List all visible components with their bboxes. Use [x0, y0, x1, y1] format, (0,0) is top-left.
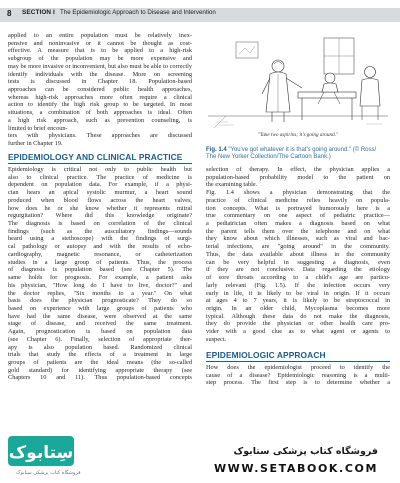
text-line: vider with a good clue as to what agent or agents to — [206, 328, 390, 336]
text-line: step process. The first step is to determine whether a — [206, 379, 390, 387]
text-line: practice of clinical medicine relies heavily on popula- — [206, 196, 390, 204]
text-line: same holds for prognosis. For example, a patient asks — [8, 274, 192, 282]
text-line: have had the same disease, were observed at the same — [8, 312, 192, 320]
text-line: cardiography, magnetic resonance, or catheterization — [8, 250, 192, 258]
text-line: population-based probability model to the patient on — [206, 173, 390, 181]
left-intro-paragraph — [8, 32, 192, 148]
shop-url: WWW.SETABOOK.COM — [213, 462, 378, 475]
text-line: suspect. — [206, 335, 227, 343]
text-line: groups of patients are the ideal means (the so-called — [8, 358, 192, 366]
text-line: stage of disease, and received the same treatment. — [8, 320, 192, 328]
text-line: The diagnosis is based on correlation of the clinical — [8, 220, 192, 228]
text-line: applied to an entire population must be relatively inex- — [8, 32, 192, 39]
text-line: whereas high-risk approaches more often require a clinical — [8, 93, 192, 101]
text-line: the parent tells them over the telephone and on what — [206, 227, 390, 235]
text-line: typical. Although these data do not make the diagnosis, — [206, 312, 390, 320]
caption-text-1: "You've got whatever it is that's going around." (© Ross/ — [228, 147, 377, 153]
text-line: true commentary on one aspect of pediatric practice— — [206, 212, 390, 220]
text-line: Fig. 1.4 shows a physician demonstrating that the — [206, 189, 390, 197]
text-line: limited to brief encoun- — [8, 124, 68, 132]
caption-line-1 — [206, 147, 390, 154]
text-line: of diagnosis is population based (see Chapter 5). The — [8, 266, 192, 274]
text-line: if they are not conclusive. Data regarding the etiology — [206, 266, 390, 274]
text-line: may be more invasive or inconvenient, but also must be able to correctly — [8, 62, 192, 70]
text-line: identify individuals with the disease. More on screening — [8, 70, 192, 78]
cartoon-quote: "Take two aspirins; it's going around." — [257, 132, 339, 138]
text-line: tion concepts. What is portrayed humorously here is a — [206, 204, 390, 212]
page-number: 8 — [7, 9, 12, 18]
text-line: basis does the physician prognosticate? They do so — [8, 297, 192, 305]
right-approach-paragraph — [206, 364, 390, 387]
section-title: The Epidemiologic Approach to Disease and Intervention — [60, 9, 216, 17]
text-line: further in Chapter 19. — [8, 140, 63, 148]
text-line: cian hears an apical systolic murmur, a heart sound — [8, 189, 192, 197]
text-line: the examining table. — [206, 181, 258, 189]
text-line: ters with physicians. These approaches are discussed — [8, 132, 192, 140]
logo-text: سِتابوک — [8, 443, 74, 463]
text-line: a high risk approach, such as prevention counseling, is — [8, 116, 192, 124]
text-line: approaches can be considered public health approaches, — [8, 86, 192, 94]
shop-name: فروشگاه کتاب پزشکی ستابوک — [233, 446, 378, 457]
text-line: gold standard) for identifying appropriate therapy (see — [8, 366, 192, 374]
text-line: the doctor replies, "Six months to a year." On what — [8, 289, 192, 297]
text-line: of sore throats according to a child's age are particu- — [206, 274, 390, 282]
text-line: findings (such as the auscultatory findings—sounds — [8, 227, 192, 235]
text-line: based on experience with large groups of patients who — [8, 304, 192, 312]
text-line: cal pathology or autopsy and with the results of echo- — [8, 243, 192, 251]
section-label: SECTION I — [22, 9, 55, 16]
text-line: selection of therapy. In effect, the physician applies a — [206, 166, 390, 173]
logo-subtitle: فروشگاه کتاب پزشکی ستابوک — [16, 470, 81, 476]
running-header — [0, 0, 400, 24]
text-line: apy is also population based. Randomized clinical — [8, 343, 192, 351]
caption-line-2: The New Yorker Collection/The Cartoon Bank.) — [206, 154, 331, 160]
text-line: a pediatrician often makes a diagnosis based on what — [206, 220, 390, 228]
text-line: they know about which illnesses, such as viral and bac- — [206, 235, 390, 243]
text-line: Chapters 10 and 11). Thus population-based concepts — [8, 374, 192, 382]
figure-caption — [206, 147, 390, 161]
text-line: his physician, "How long do I have to live, doctor?" and — [8, 281, 192, 289]
text-line: origin. In an older child, Mycoplasma becomes more — [206, 304, 390, 312]
text-line: (see Chapter 6). Finally, selection of appropriate ther- — [8, 335, 192, 343]
text-line: they do provide the physician or other health care pro- — [206, 320, 390, 328]
text-line: cause of a disease? Epidemiologic reasoning is a multi- — [206, 371, 390, 379]
text-line: regurgitation? Where did this knowledge originate? — [8, 212, 192, 220]
text-line: produced when blood flows across the heart valves, — [8, 196, 192, 204]
text-line: early in life, it is likely to be viral in origin. If it occurs — [206, 289, 390, 297]
clinical-heading-rule — [8, 163, 192, 164]
text-line: pensive and noninvasive or it cannot be thought as cost- — [8, 39, 192, 47]
text-line: terial infections, are "going around" in the community. — [206, 243, 390, 251]
text-line: also to clinical practice. The practice of medicine is — [8, 173, 192, 181]
text-line: Again, prognostication is based on population data — [8, 328, 192, 336]
text-line: situations, a combination of both approaches is ideal. Often — [8, 109, 192, 117]
text-line: can be very helpful in suggesting a diagnosis, even — [206, 258, 390, 266]
caption-label: Fig. 1.4 — [206, 147, 227, 153]
text-line: studies in a large group of patients. Thus, the process — [8, 258, 192, 266]
epidemiologic-approach-heading: EPIDEMIOLOGIC APPROACH — [206, 350, 326, 360]
text-line: action to identify the high risk group to be targeted. In most — [8, 101, 192, 109]
text-line: effective. A measure that is to be applied to a high-risk — [8, 47, 192, 55]
text-line: subgroup of the population may be more expensive and — [8, 55, 192, 63]
clinical-practice-heading: EPIDEMIOLOGY AND CLINICAL PRACTICE — [8, 152, 183, 162]
cartoon-figure — [206, 32, 390, 142]
text-line: Thus, the data available about illness in the community — [206, 250, 390, 258]
left-clinical-paragraph — [8, 166, 192, 382]
text-line: larly relevant (Fig. 1.5). If the infection occurs very — [206, 281, 390, 289]
text-line: at ages 4 to 7 years, it is likely to be streptococcal in — [206, 297, 390, 305]
text-line: trials that study the effects of a treatment in large — [8, 351, 192, 359]
right-upper-paragraph — [206, 166, 390, 344]
text-line: heard using a stethoscope) with the findings of surgi- — [8, 235, 192, 243]
text-line: dependent on population data. For example, if a physi- — [8, 181, 192, 189]
text-line: How does the epidemiologist proceed to identify the — [206, 364, 390, 371]
text-line: tests is discussed in Chapter 18. Population-based — [8, 78, 192, 86]
text-line: Epidemiology is critical not only to public health but — [8, 166, 192, 173]
text-line: how does he or she know whether it represents mitral — [8, 204, 192, 212]
approach-heading-rule — [206, 361, 390, 362]
